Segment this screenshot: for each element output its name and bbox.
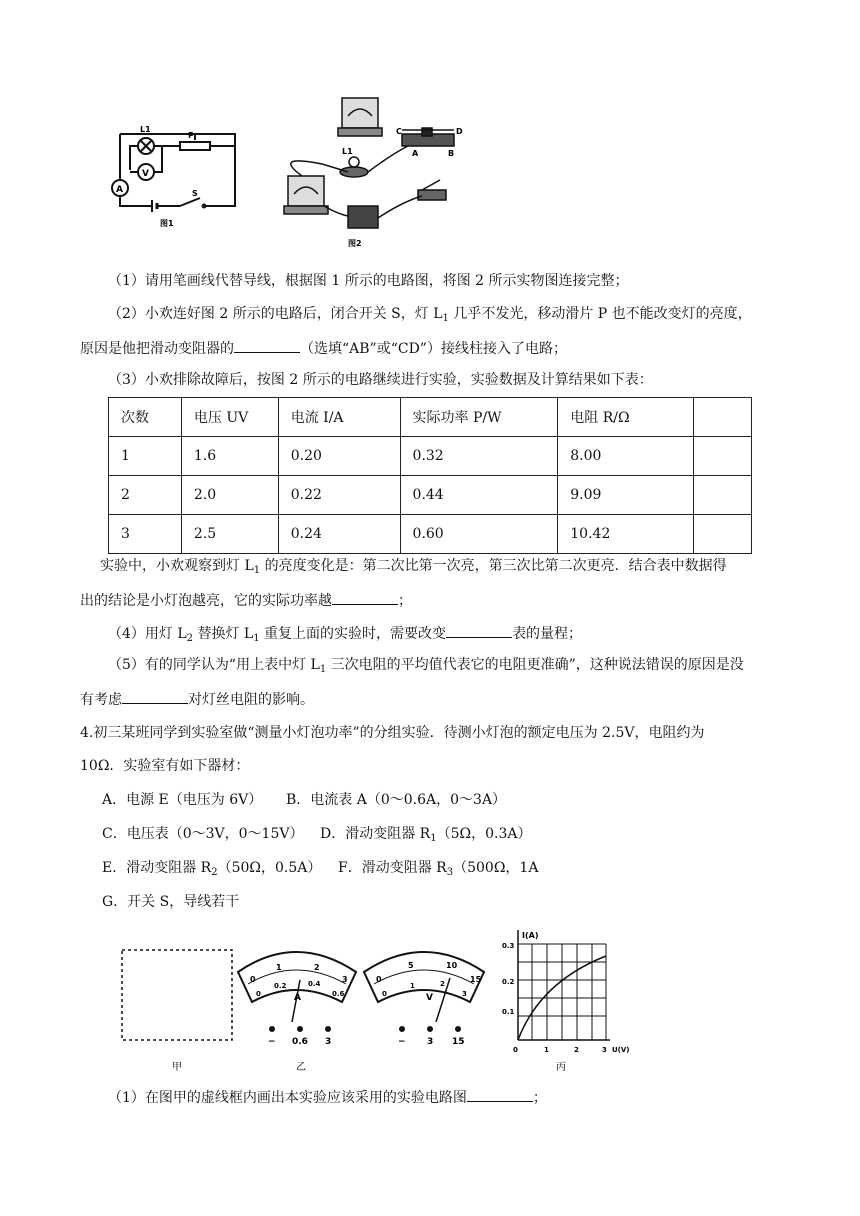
fig2-terminal-c: C — [396, 127, 402, 136]
answer-blank[interactable] — [446, 622, 512, 638]
graph-y-tick: 0.2 — [502, 978, 515, 986]
figure-jia-yi-bing — [110, 922, 650, 1082]
table-cell: 0.44 — [400, 476, 558, 515]
voltmeter-bottom-tick: 2 — [440, 980, 445, 988]
p5-text-b: 三次电阻的平均值代表它的电阻更准确”，这种说法错误的原因是没 — [326, 657, 744, 673]
q3-part1: （1）请用笔画线代替导线，根据图 1 所示的电路图，将图 2 所示实物图连接完整； — [108, 273, 629, 289]
table-header-cell: 电流 I/A — [278, 398, 400, 437]
answer-blank[interactable] — [332, 589, 398, 605]
graph-y-tick: 0.1 — [502, 1008, 515, 1016]
graph-y-label: I(A) — [522, 931, 539, 940]
ammeter-top-tick: 2 — [314, 963, 320, 972]
obs-sub: 1 — [253, 565, 261, 576]
fig1-ammeter-symbol: A — [116, 185, 123, 195]
ammeter-face — [238, 952, 356, 1022]
option-b: B．电流表 A（0～0.6A，0～3A） — [286, 792, 507, 808]
option-c: C．电压表（0～3V，0～15V） — [102, 826, 304, 842]
table-cell — [694, 476, 752, 515]
p4-text-a: （4）用灯 L — [108, 626, 187, 642]
table-header-cell: 次数 — [109, 398, 182, 437]
voltmeter-top-tick: 5 — [408, 961, 414, 970]
table-cell: 8.00 — [558, 437, 694, 476]
q4-intro-line1: 4.初三某班同学到实验室做“测量小灯泡功率”的分组实验．待测小灯泡的额定电压为 2.5V，电阻约为 — [80, 725, 705, 741]
option-d-spec: （5Ω，0.3A） — [436, 826, 532, 842]
option-f-sub: 3 — [446, 867, 454, 878]
q3-observation-line2 — [80, 589, 412, 611]
ammeter-terminal: 3 — [325, 1037, 332, 1047]
graph-y-tick: 0.3 — [502, 942, 515, 950]
voltmeter-terminal: 15 — [452, 1037, 465, 1047]
table-cell: 0.20 — [278, 437, 400, 476]
voltmeter-top-tick: 10 — [446, 961, 458, 970]
ammeter-terminal: 0.6 — [292, 1037, 308, 1047]
figure-jia-label: 甲 — [172, 1062, 182, 1073]
table-header-cell: 电压 UV — [181, 398, 278, 437]
obs-text-a: 实验中，小欢观察到灯 L — [100, 558, 254, 574]
q4-part1 — [108, 1086, 547, 1108]
fig2-caption: 图2 — [348, 239, 362, 248]
obs-text-c: 出的结论是小灯泡越亮，它的实际功率越 — [80, 593, 332, 609]
fig1-switch-label: S — [192, 189, 198, 198]
fig1-voltmeter-symbol: V — [142, 169, 149, 179]
q3-part2-text-a: （2）小欢连好图 2 所示的电路后，闭合开关 S，灯 L — [108, 306, 443, 322]
fig1-caption: 图1 — [160, 219, 174, 228]
q4-part1-text: （1）在图甲的虚线框内画出本实验应该采用的实验电路图 — [108, 1090, 467, 1106]
obs-text-b: 的亮度变化是：第二次比第一次亮，第三次比第二次更亮．结合表中数据得 — [260, 558, 727, 574]
graph-x-tick: 2 — [574, 1046, 579, 1054]
q3-part5-line1 — [108, 655, 744, 675]
p4-text-b: 替换灯 L — [193, 626, 254, 642]
p5-sub: 1 — [319, 664, 327, 675]
ammeter-unit: A — [294, 993, 301, 1003]
table-cell: 2 — [109, 476, 182, 515]
p4-sub1: 2 — [186, 633, 194, 644]
figure-yi-label: 乙 — [296, 1062, 306, 1073]
table-cell: 3 — [109, 515, 182, 554]
p4-text-c: 重复上面的实验时，需要改变 — [259, 626, 447, 642]
q3-part2-line1 — [108, 304, 752, 324]
table-cell: 2.5 — [181, 515, 278, 554]
table-cell: 9.09 — [558, 476, 694, 515]
graph-x-tick: 0 — [513, 1046, 518, 1054]
fig1-lamp-label: L1 — [140, 125, 151, 134]
p5-text-a: （5）有的同学认为“用上表中灯 L — [108, 657, 320, 673]
q3-part4 — [108, 622, 582, 644]
option-f-text: F．滑动变阻器 R — [338, 860, 447, 876]
voltmeter-bottom-tick: 1 — [410, 982, 415, 990]
figure-2-apparatus — [262, 94, 472, 250]
option-d-text: D．滑动变阻器 R — [320, 826, 431, 842]
q3-part2-line2 — [80, 337, 567, 359]
answer-blank[interactable] — [467, 1086, 533, 1102]
table-header-cell: 电阻 R/Ω — [558, 398, 694, 437]
table-row — [109, 476, 752, 515]
ammeter-top-tick: 0 — [250, 975, 256, 984]
ammeter-bottom-tick: 0.4 — [308, 980, 321, 988]
table-cell: 1 — [109, 437, 182, 476]
voltmeter-terminal: − — [398, 1037, 406, 1047]
table-cell: 1.6 — [181, 437, 278, 476]
option-a: A．电源 E（电压为 6V） — [102, 792, 263, 808]
table-header-cell: 实际功率 P/W — [400, 398, 558, 437]
table-cell: 0.32 — [400, 437, 558, 476]
q3-part5-line2 — [80, 688, 314, 710]
p4-sub2: 1 — [253, 633, 260, 644]
voltmeter-unit: V — [426, 993, 433, 1003]
table-cell — [694, 515, 752, 554]
q3-part3: （3）小欢排除故障后，按图 2 所示的电路继续进行实验，实验数据及计算结果如下表： — [108, 372, 653, 388]
ammeter-bottom-tick: 0.6 — [332, 990, 345, 998]
table-row — [109, 437, 752, 476]
ammeter-bottom-tick: 0 — [256, 990, 261, 998]
table-row — [109, 515, 752, 554]
q3-observation-line1 — [100, 556, 727, 576]
table-cell: 2.0 — [181, 476, 278, 515]
p4-text-d: 表的量程； — [512, 626, 583, 642]
voltmeter-bottom-tick: 3 — [462, 990, 467, 998]
fig2-terminal-a: A — [412, 149, 419, 158]
figure-1-circuit-diagram — [100, 120, 250, 230]
ammeter-top-tick: 1 — [276, 963, 282, 972]
table-cell: 10.42 — [558, 515, 694, 554]
ammeter-top-tick: 3 — [342, 975, 348, 984]
fig2-terminal-b: B — [448, 149, 455, 158]
q3-part2-text-d: （选填“AB”或“CD”）接线柱接入了电路； — [300, 341, 567, 357]
table-cell: 0.24 — [278, 515, 400, 554]
q4-intro-line2: 10Ω．实验室有如下器材： — [80, 758, 250, 774]
voltmeter-top-tick: 0 — [376, 975, 382, 984]
table-cell: 0.22 — [278, 476, 400, 515]
option-d — [320, 824, 531, 844]
obs-text-d: ； — [398, 593, 412, 609]
option-e-sub: 2 — [211, 867, 218, 878]
answer-blank[interactable] — [122, 688, 188, 704]
p5-text-d: 对灯丝电阻的影响。 — [188, 692, 314, 708]
graph-x-tick: 3 — [602, 1046, 607, 1054]
option-f — [338, 858, 538, 878]
iu-graph — [518, 930, 610, 1040]
option-d-sub: 1 — [430, 833, 437, 844]
figure-bing-label: 丙 — [556, 1062, 566, 1073]
q3-part2-text-b: 几乎不发光，移动滑片 P 也不能改变灯的亮度， — [448, 306, 752, 322]
data-table — [108, 397, 752, 554]
graph-x-label: U(V) — [612, 1046, 630, 1054]
fig2-terminal-d: D — [456, 127, 463, 136]
fig1-slider-label: P — [188, 131, 194, 140]
dashed-drawing-box[interactable] — [122, 950, 232, 1040]
table-cell: 0.60 — [400, 515, 558, 554]
fig2-lamp-label: L1 — [342, 147, 353, 156]
ammeter-terminal: − — [268, 1037, 276, 1047]
p5-text-c: 有考虑 — [80, 692, 122, 708]
option-g: G．开关 S，导线若干 — [102, 894, 240, 910]
voltmeter-face — [364, 952, 484, 1022]
option-f-spec: （500Ω，1A — [453, 860, 539, 876]
table-header-row — [109, 398, 752, 437]
voltmeter-bottom-tick: 0 — [382, 990, 387, 998]
answer-blank[interactable] — [234, 337, 300, 353]
voltmeter-top-tick: 15 — [470, 975, 482, 984]
option-e — [102, 858, 321, 878]
table-header-cell — [694, 398, 752, 437]
q4-part1-end: ； — [532, 1090, 547, 1106]
option-e-text: E．滑动变阻器 R — [102, 860, 212, 876]
table-cell — [694, 437, 752, 476]
ammeter-bottom-tick: 0.2 — [274, 982, 287, 990]
q3-part2-text-c: 原因是他把滑动变阻器的 — [80, 341, 234, 357]
voltmeter-terminal: 3 — [427, 1037, 434, 1047]
q3-part2-sub: 1 — [442, 313, 449, 324]
graph-x-tick: 1 — [544, 1046, 549, 1054]
option-e-spec: （50Ω，0.5A） — [217, 860, 322, 876]
